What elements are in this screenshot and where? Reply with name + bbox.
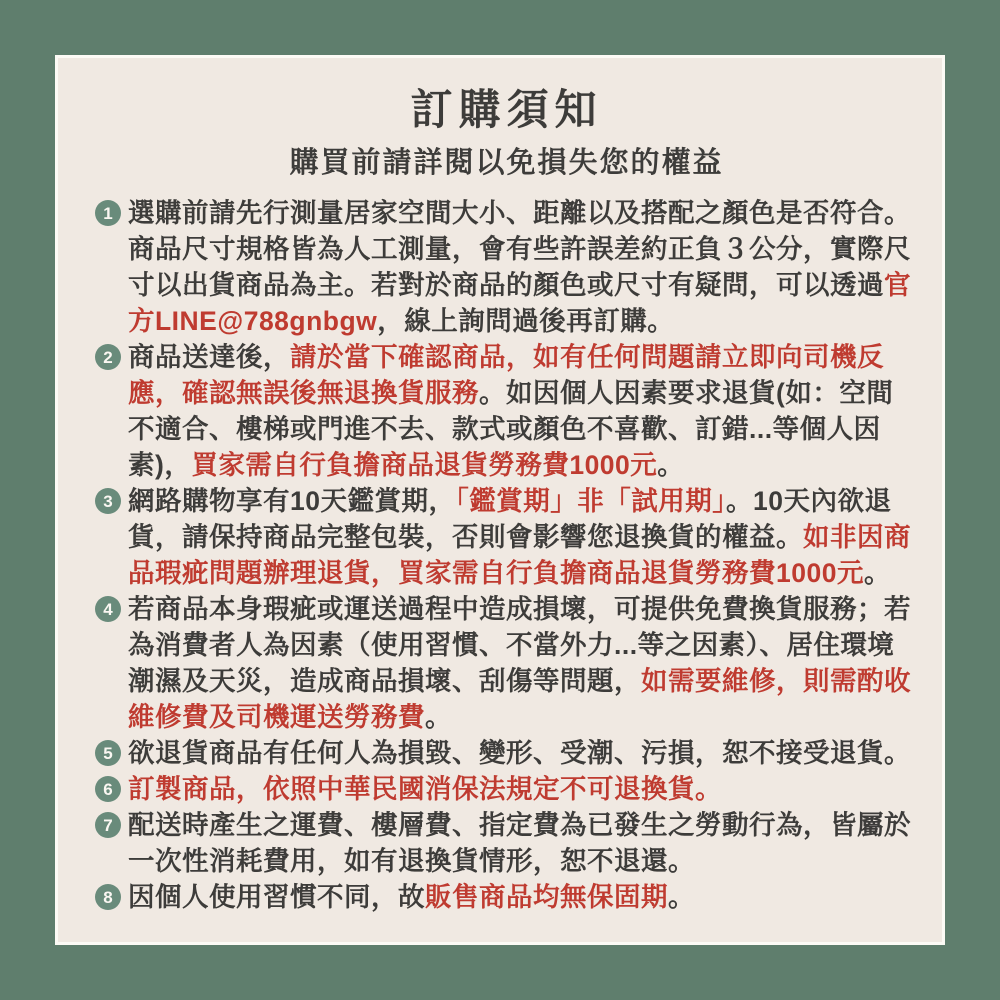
notice-text-run: 。 bbox=[657, 450, 685, 480]
notice-text-run: 欲退貨商品有任何人為損毀、變形、受潮、污損，恕不接受退貨。 bbox=[128, 738, 911, 768]
notice-text-run: 選購前請先行測量居家空間大小、距離以及搭配之顏色是否符合。商品尺寸規格皆為人工測量，會有些許誤差約正負３公分，實際尺寸以出貨商品為主。若對於商品的顏色或尺寸有疑問，可以透過 bbox=[128, 198, 911, 300]
item-number-badge: 6 bbox=[95, 776, 121, 802]
notice-text bbox=[128, 483, 918, 591]
notice-item bbox=[95, 735, 918, 771]
notice-item bbox=[95, 807, 918, 879]
notice-text-run: 因個人使用習慣不同，故 bbox=[128, 882, 425, 912]
notice-text bbox=[128, 195, 918, 339]
notice-item bbox=[95, 879, 918, 915]
item-number-badge: 8 bbox=[95, 884, 121, 910]
notice-list bbox=[95, 195, 918, 915]
notice-text-run: 。 bbox=[863, 558, 891, 588]
notice-text-run: 。 bbox=[668, 882, 695, 912]
item-number-badge: 5 bbox=[95, 740, 121, 766]
item-number-badge: 7 bbox=[95, 812, 121, 838]
notice-panel bbox=[55, 55, 945, 945]
notice-text bbox=[128, 879, 918, 915]
notice-text-highlight: 如非因商品瑕疵問題辦理退貨，買家需自行負擔商品退貨勞務費1000元 bbox=[128, 522, 911, 588]
item-number-badge: 3 bbox=[95, 488, 121, 514]
notice-text-highlight: 販售商品均無保固期 bbox=[425, 882, 668, 912]
notice-item bbox=[95, 339, 918, 483]
notice-text-run: ，線上詢問過後再訂購。 bbox=[377, 306, 675, 336]
notice-text-highlight: 官方LINE@788gnbgw bbox=[128, 270, 911, 336]
item-number-badge: 4 bbox=[95, 596, 121, 622]
notice-panel-inner bbox=[58, 58, 942, 915]
notice-text-run: 。10天內欲退貨，請保持商品完整包裝，否則會影響您退換貨的權益。 bbox=[128, 486, 892, 552]
notice-item bbox=[95, 771, 918, 807]
notice-text bbox=[128, 807, 918, 879]
notice-text-highlight: 請於當下確認商品，如有任何問題請立即向司機反應，確認無誤後無退換貨服務 bbox=[128, 342, 884, 408]
page-subtitle: 購買前請詳閱以免損失您的權益 bbox=[289, 147, 724, 179]
notice-text bbox=[128, 735, 918, 771]
item-number-badge: 2 bbox=[95, 344, 121, 370]
notice-item bbox=[95, 195, 918, 339]
notice-text-highlight: 「鑑賞期」非「試用期」 bbox=[455, 486, 726, 516]
notice-text-run: 。 bbox=[425, 702, 452, 732]
notice-text-run: 網路購物享有10天鑑賞期， bbox=[128, 486, 456, 516]
notice-text-highlight: 如需要維修，則需酌收維修費及司機運送勞務費 bbox=[128, 666, 911, 732]
notice-text-highlight: 訂製商品，依照中華民國消保法規定不可退換貨。 bbox=[128, 774, 722, 804]
notice-item bbox=[95, 591, 918, 735]
page-title: 訂購須知 bbox=[410, 86, 603, 133]
notice-item bbox=[95, 483, 918, 591]
notice-text-run: 配送時產生之運費、樓層費、指定費為已發生之勞動行為，皆屬於一次性消耗費用，如有退換貨情形，恕不退還。 bbox=[128, 810, 911, 876]
notice-text-highlight: 買家需自行負擔商品退貨勞務費1000元 bbox=[191, 450, 658, 480]
notice-text-run: 。如因個人因素要求退貨(如：空間不適合、樓梯或門進不去、款式或顏色不喜歡、訂錯...等個人因素)， bbox=[128, 378, 894, 480]
notice-text-run: 若商品本身瑕疵或運送過程中造成損壞，可提供免費換貨服務；若為消費者人為因素（使用習慣、不當外力...等之因素）、居住環境潮濕及天災，造成商品損壞、刮傷等問題， bbox=[128, 594, 911, 696]
notice-text bbox=[128, 591, 918, 735]
notice-text bbox=[128, 339, 918, 483]
notice-text-run: 商品送達後， bbox=[128, 342, 290, 372]
notice-text bbox=[128, 771, 918, 807]
item-number-badge: 1 bbox=[95, 200, 121, 226]
